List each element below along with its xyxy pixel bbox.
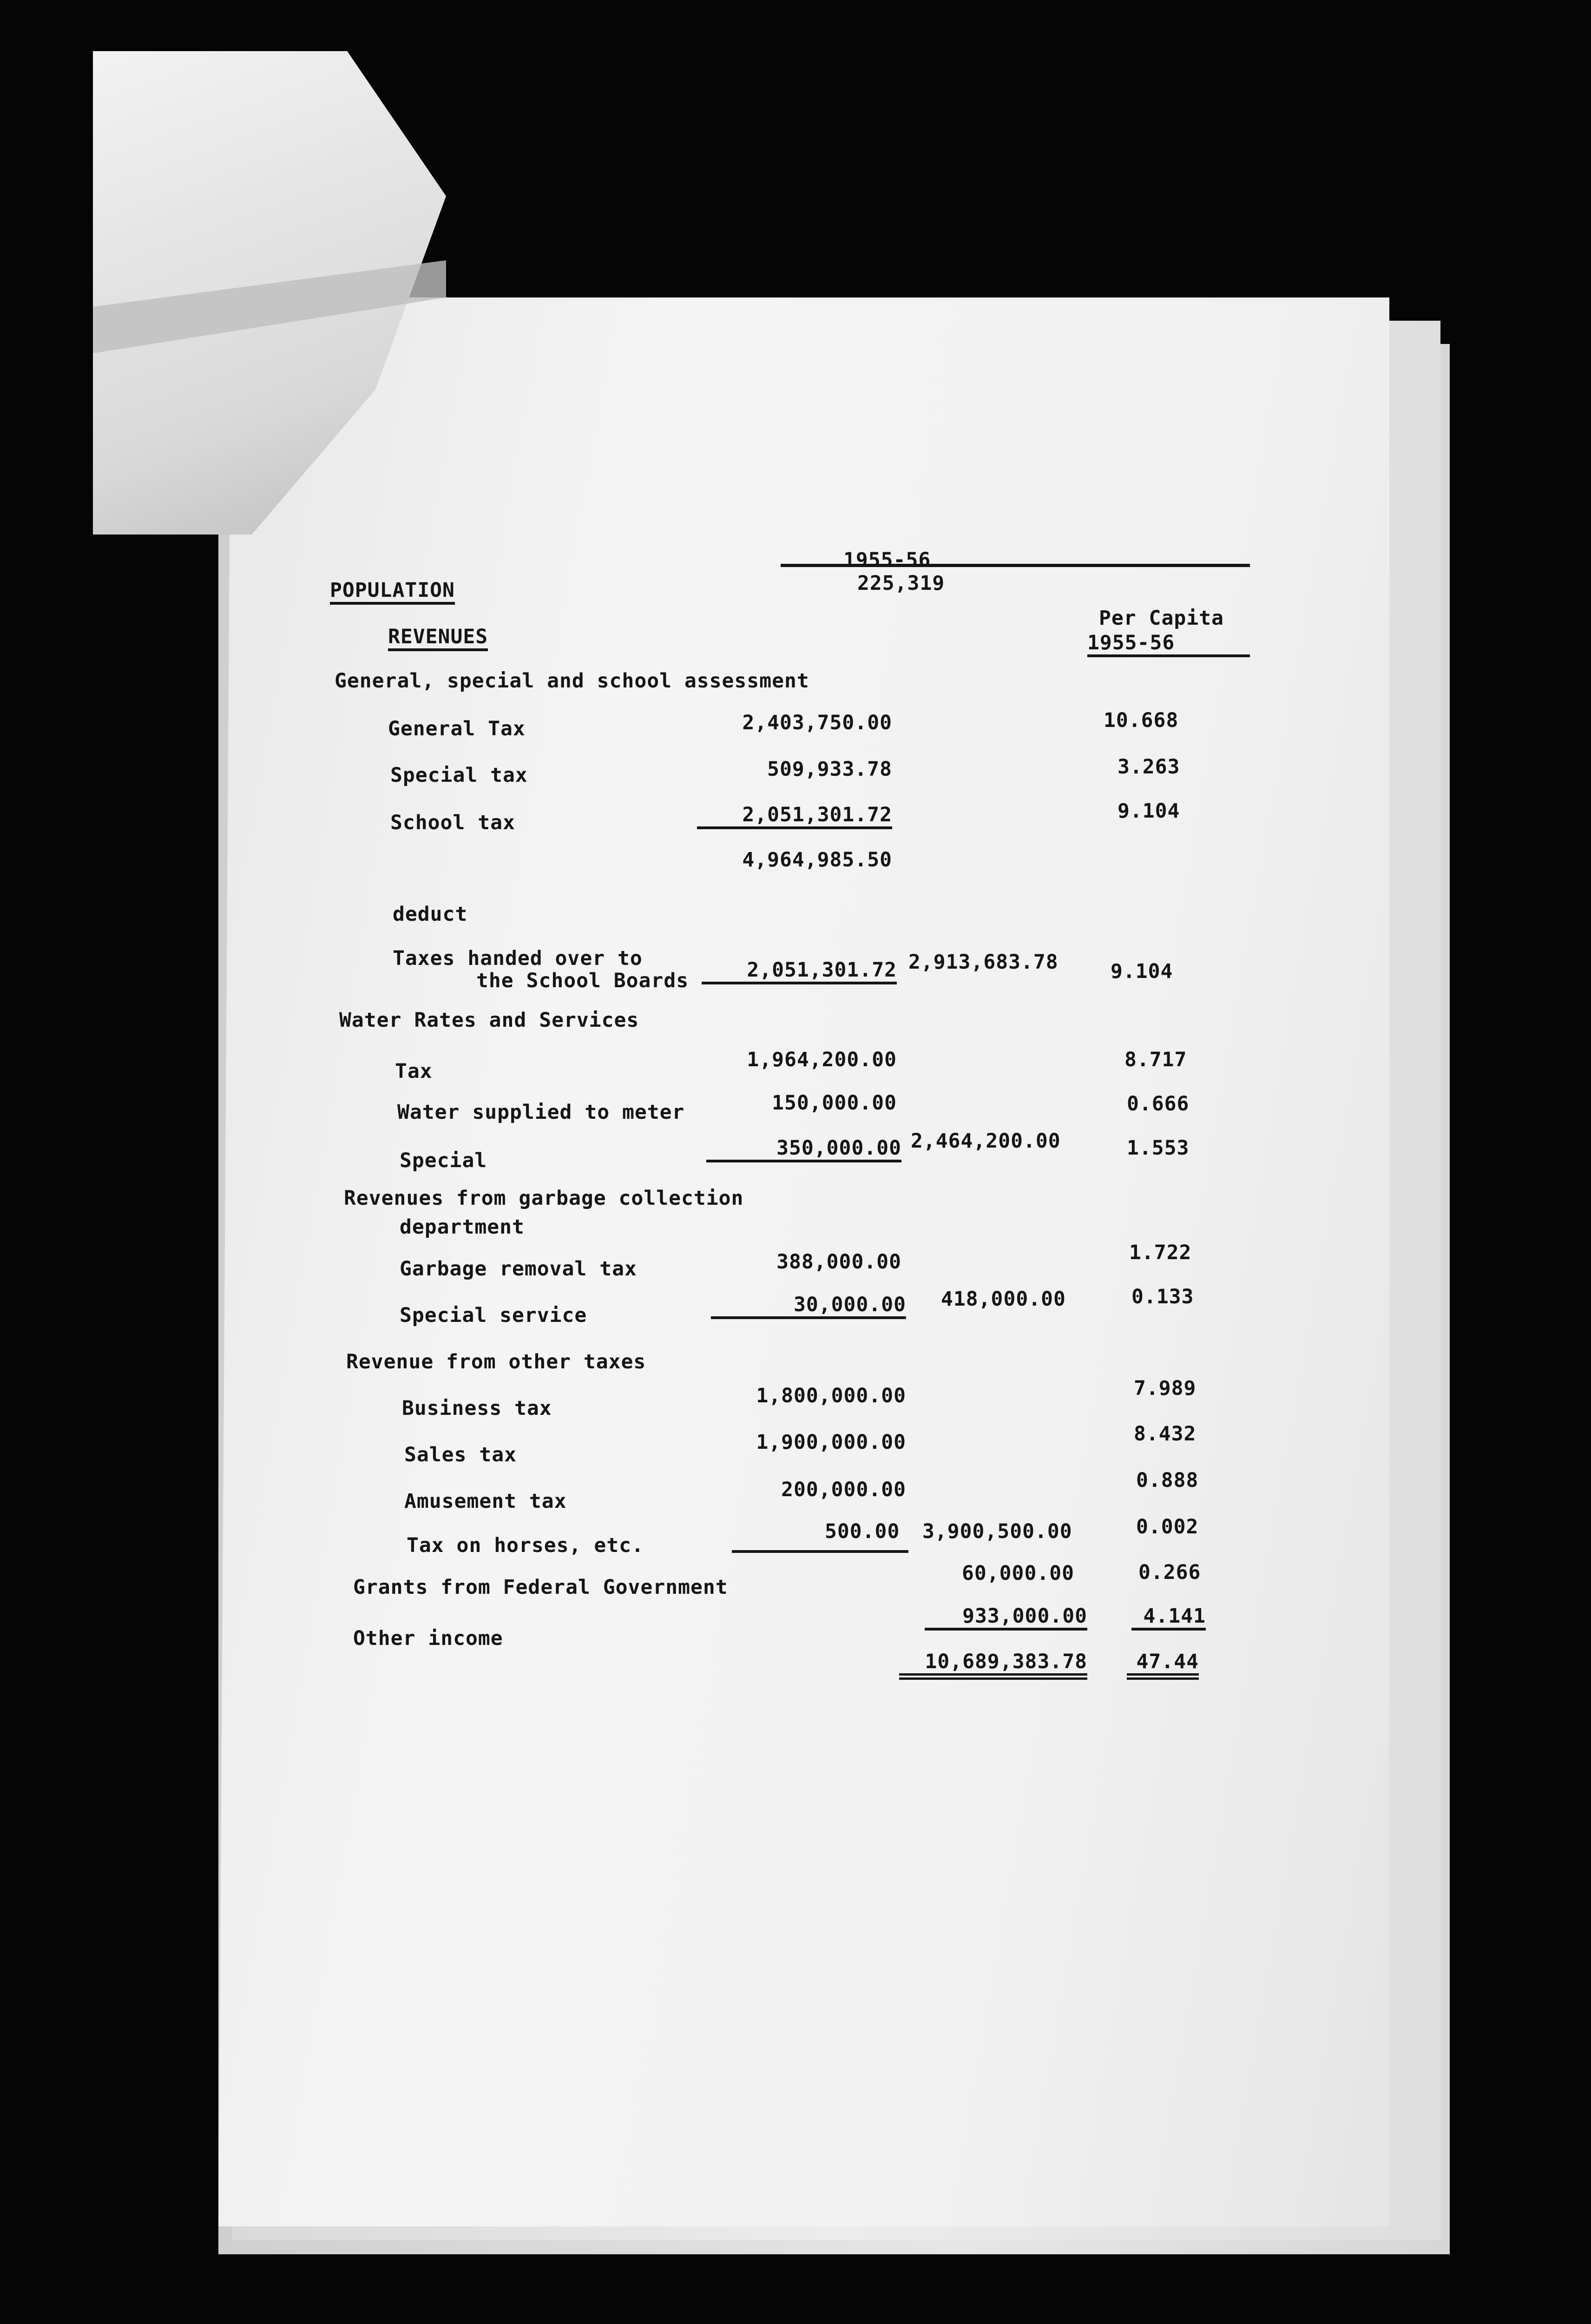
grand-total: 10,689,383.78: [899, 1650, 1087, 1680]
grants-total: 60,000.00: [962, 1562, 1074, 1585]
deduct-label: deduct: [393, 903, 468, 926]
school-tax-per-capita: 9.104: [1118, 799, 1180, 823]
special-tax-per-capita: 3.263: [1118, 755, 1180, 779]
per-capita-label: Per Capita: [1099, 607, 1224, 630]
sales-tax-amount: 1,900,000.00: [756, 1431, 906, 1454]
garbage-removal-per-capita: 1.722: [1129, 1241, 1192, 1264]
water-meter-per-capita: 0.666: [1127, 1092, 1190, 1116]
garbage-special-amount: 30,000.00: [711, 1293, 906, 1319]
other-income-label: Other income: [353, 1627, 503, 1650]
horses-underline: [732, 1550, 908, 1553]
school-tax-label: School tax: [390, 811, 515, 834]
horses-tax-amount: 500.00: [825, 1520, 900, 1543]
other-income-per-capita: 4.141: [1131, 1604, 1206, 1631]
year-header: 1955-56: [843, 548, 931, 572]
water-meter-label: Water supplied to meter: [397, 1101, 685, 1124]
population-label: POPULATION: [330, 579, 455, 605]
water-heading: Water Rates and Services: [339, 1009, 639, 1032]
special-tax-amount: 509,933.78: [767, 758, 892, 781]
water-special-amount: 350,000.00: [706, 1136, 901, 1162]
per-capita-year: 1955-56: [1087, 631, 1250, 657]
population-value: 225,319: [857, 572, 945, 595]
water-special-per-capita: 1.553: [1127, 1136, 1190, 1160]
amusement-tax-label: Amusement tax: [404, 1490, 567, 1513]
grand-total-per-capita: 47.44: [1127, 1650, 1199, 1680]
garbage-special-label: Special service: [400, 1304, 587, 1327]
garbage-special-per-capita: 0.133: [1131, 1285, 1194, 1308]
school-tax-amount: 2,051,301.72: [697, 803, 892, 829]
sales-tax-per-capita: 8.432: [1134, 1422, 1197, 1446]
general-tax-amount: 2,403,750.00: [742, 711, 892, 734]
water-total: 2,464,200.00: [911, 1129, 1061, 1153]
general-tax-per-capita: 10.668: [1104, 709, 1179, 732]
horses-tax-per-capita: 0.002: [1136, 1515, 1199, 1538]
general-subtotal: 4,964,985.50: [742, 848, 892, 872]
handed-over-per-capita: 9.104: [1111, 960, 1173, 983]
sales-tax-label: Sales tax: [404, 1443, 517, 1466]
business-tax-amount: 1,800,000.00: [756, 1384, 906, 1407]
other-income-total: 933,000.00: [925, 1604, 1087, 1631]
handed-over-label-line1: Taxes handed over to: [393, 947, 643, 970]
water-tax-label: Tax: [395, 1060, 433, 1083]
other-taxes-heading: Revenue from other taxes: [346, 1350, 646, 1373]
grants-label: Grants from Federal Government: [353, 1576, 728, 1599]
special-tax-label: Special tax: [390, 764, 528, 787]
water-special-label: Special: [400, 1149, 487, 1172]
amusement-tax-amount: 200,000.00: [781, 1478, 906, 1501]
horses-tax-label: Tax on horses, etc.: [407, 1534, 644, 1557]
water-tax-per-capita: 8.717: [1124, 1048, 1187, 1071]
garbage-total: 418,000.00: [941, 1287, 1066, 1311]
amusement-tax-per-capita: 0.888: [1136, 1469, 1199, 1492]
revenues-label: REVENUES: [388, 625, 488, 651]
water-meter-amount: 150,000.00: [772, 1091, 897, 1115]
general-assessment-heading: General, special and school assessment: [335, 669, 809, 693]
water-tax-amount: 1,964,200.00: [747, 1048, 897, 1071]
grants-per-capita: 0.266: [1138, 1561, 1201, 1584]
garbage-heading-line1: Revenues from garbage collection: [344, 1187, 744, 1210]
garbage-removal-amount: 388,000.00: [776, 1250, 901, 1274]
handed-over-label-line2: the School Boards: [476, 969, 689, 992]
other-taxes-total: 3,900,500.00: [922, 1520, 1072, 1543]
business-tax-per-capita: 7.989: [1134, 1377, 1197, 1400]
business-tax-label: Business tax: [402, 1397, 552, 1420]
garbage-removal-label: Garbage removal tax: [400, 1257, 637, 1281]
handed-over-amount: 2,051,301.72: [702, 958, 897, 984]
garbage-heading-line2: department: [400, 1215, 525, 1239]
general-net-total: 2,913,683.78: [908, 951, 1058, 974]
general-tax-label: General Tax: [388, 717, 526, 740]
